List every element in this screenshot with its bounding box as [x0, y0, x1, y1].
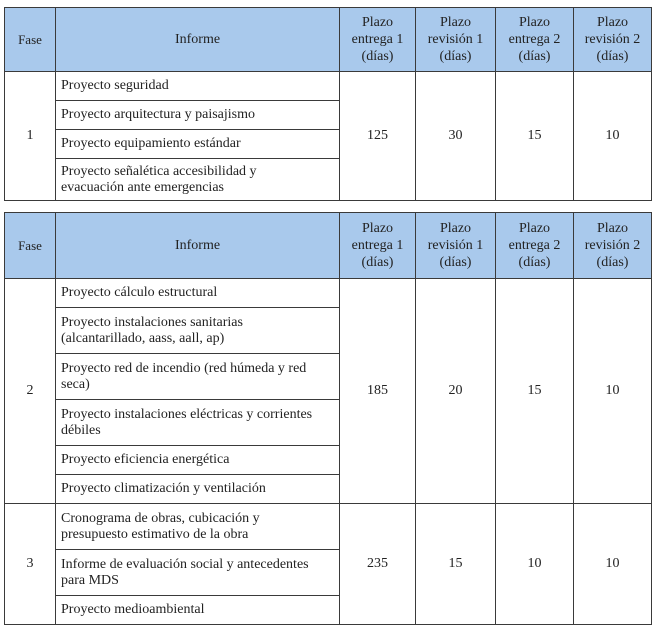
- header-plazo-entrega-2: Plazo entrega 2 (días): [496, 213, 574, 279]
- header-plazo-revision-1: Plazo revisión 1 (días): [416, 213, 496, 279]
- header-plazo-revision-2: Plazo revisión 2 (días): [574, 213, 652, 279]
- header-plazo-entrega-1: Plazo entrega 1 (días): [340, 8, 416, 72]
- informe-cell: Proyecto equipamiento estándar: [56, 130, 340, 159]
- header-fase: Fase: [5, 8, 56, 72]
- informe-cell: Proyecto seguridad: [56, 72, 340, 101]
- header-plazo-revision-1: Plazo revisión 1 (días): [416, 8, 496, 72]
- header-row: [5, 213, 652, 279]
- plazo-revision-1-cell: 30: [416, 72, 496, 201]
- table-row: [5, 279, 652, 308]
- informe-cell: Proyecto eficiencia energética: [56, 446, 340, 475]
- informe-cell: Proyecto arquitectura y paisajismo: [56, 101, 340, 130]
- fase-cell: 3: [5, 504, 56, 625]
- plazo-entrega-2-cell: 15: [496, 279, 574, 504]
- informe-cell: Proyecto instalaciones eléctricas y corrientes débiles: [56, 400, 340, 446]
- fase-cell: 1: [5, 72, 56, 201]
- plazo-revision-2-cell: 10: [574, 504, 652, 625]
- header-informe: Informe: [56, 8, 340, 72]
- header-plazo-entrega-2: Plazo entrega 2 (días): [496, 8, 574, 72]
- plazo-entrega-1-cell: 235: [340, 504, 416, 625]
- informe-cell: Proyecto señalética accesibilidad y evacuación ante emergencias: [56, 159, 340, 201]
- header-fase: Fase: [5, 213, 56, 279]
- table-fases-2-3: [4, 212, 652, 625]
- header-informe: Informe: [56, 213, 340, 279]
- informe-cell: Proyecto climatización y ventilación: [56, 475, 340, 504]
- header-plazo-revision-2: Plazo revisión 2 (días): [574, 8, 652, 72]
- table-row: [5, 72, 652, 101]
- informe-cell: Proyecto medioambiental: [56, 596, 340, 625]
- plazo-revision-2-cell: 10: [574, 72, 652, 201]
- informe-cell: Cronograma de obras, cubicación y presupuesto estimativo de la obra: [56, 504, 340, 550]
- plazo-revision-1-cell: 15: [416, 504, 496, 625]
- plazo-entrega-1-cell: 185: [340, 279, 416, 504]
- informe-cell: Proyecto red de incendio (red húmeda y red seca): [56, 354, 340, 400]
- plazo-revision-1-cell: 20: [416, 279, 496, 504]
- fase-cell: 2: [5, 279, 56, 504]
- table-row: [5, 504, 652, 550]
- informe-cell: Proyecto instalaciones sanitarias (alcantarillado, aass, aall, ap): [56, 308, 340, 354]
- plazo-entrega-2-cell: 10: [496, 504, 574, 625]
- plazo-entrega-2-cell: 15: [496, 72, 574, 201]
- plazo-entrega-1-cell: 125: [340, 72, 416, 201]
- header-plazo-entrega-1: Plazo entrega 1 (días): [340, 213, 416, 279]
- informe-cell: Informe de evaluación social y antecedentes para MDS: [56, 550, 340, 596]
- plazo-revision-2-cell: 10: [574, 279, 652, 504]
- header-row: [5, 8, 652, 72]
- table-fase-1: [4, 7, 652, 201]
- informe-cell: Proyecto cálculo estructural: [56, 279, 340, 308]
